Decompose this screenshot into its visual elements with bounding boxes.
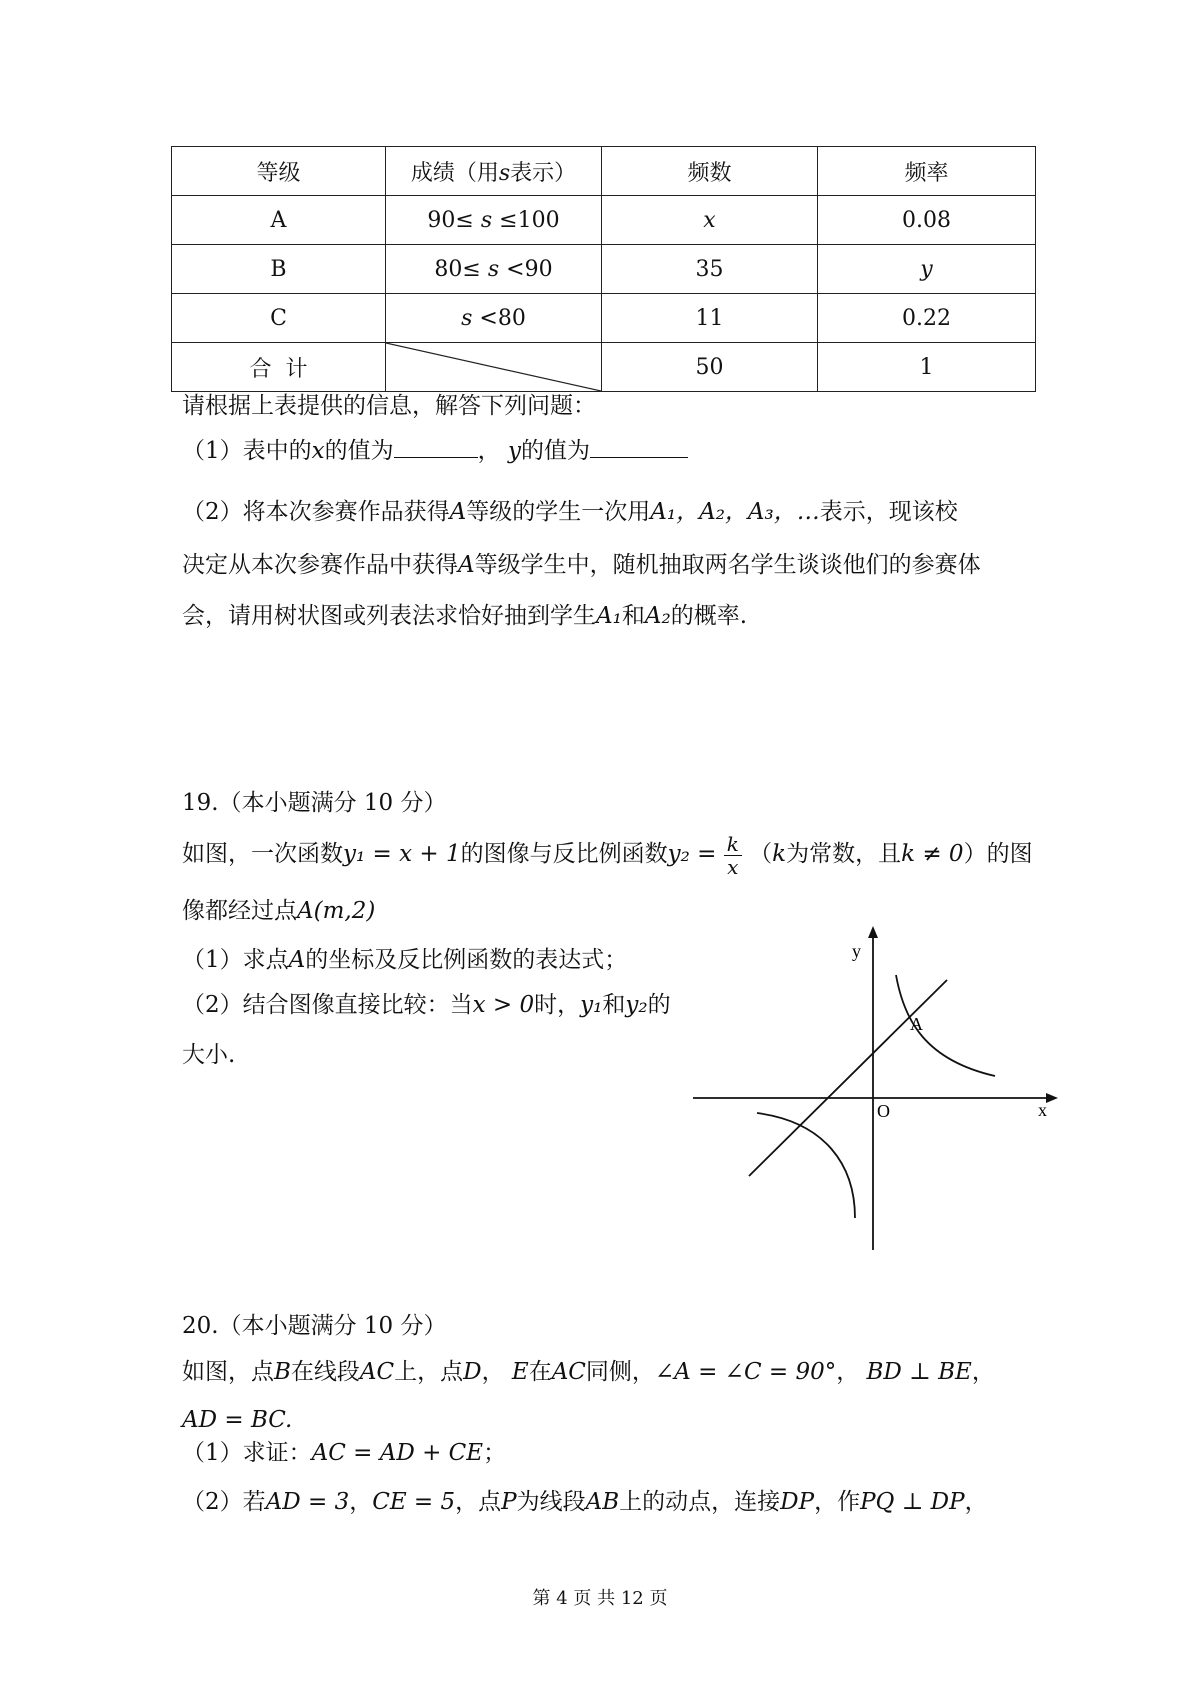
fraction-k-over-x: $\frac{k}{x}$ bbox=[724, 833, 742, 878]
q18-part1: （1）表中的x的值为 ， y的值为 bbox=[182, 433, 688, 467]
table-total-row bbox=[172, 343, 1036, 392]
total-count-cell: 50 bbox=[602, 343, 818, 392]
q20-part2: （2）若AD = 3，CE = 5，点P为线段AB上的动点，连接DP，作PQ ⊥ DP， bbox=[182, 1489, 988, 1515]
function-graph bbox=[690, 925, 1060, 1260]
grade-cell: B bbox=[172, 245, 386, 294]
x-axis-label: x bbox=[1038, 1100, 1047, 1120]
freq-cell: 0.22 bbox=[818, 294, 1036, 343]
point-a-label: A bbox=[910, 1014, 923, 1034]
page-footer: 第 4 页 共 12 页 bbox=[532, 1588, 668, 1609]
table-row bbox=[172, 294, 1036, 343]
diagonal-line bbox=[386, 343, 601, 391]
diagonal-cell bbox=[386, 343, 602, 392]
q18-part2-line2: 决定从本次参赛作品中获得A等级学生中，随机抽取两名学生谈谈他们的参赛体 bbox=[182, 552, 981, 578]
total-freq-cell: 1 bbox=[818, 343, 1036, 392]
range-cell: 90≤ s ≤100 bbox=[386, 196, 602, 245]
q18-part2-line1: （2）将本次参赛作品获得A等级的学生一次用A₁，A₂，A₃，…表示，现该校 bbox=[182, 499, 958, 525]
q20-line2: AD = BC. bbox=[182, 1407, 293, 1433]
hyperbola-branch-q3 bbox=[757, 1113, 855, 1218]
header-cell: 频率 bbox=[818, 147, 1036, 196]
q19-title: 19.（本小题满分 10 分） bbox=[182, 790, 447, 816]
y-axis-arrow bbox=[868, 926, 878, 938]
count-cell: x bbox=[602, 196, 818, 245]
q20-title: 20.（本小题满分 10 分） bbox=[182, 1313, 447, 1339]
q19-part1: （1）求点A的坐标及反比例函数的表达式； bbox=[182, 947, 628, 973]
table-row bbox=[172, 245, 1036, 294]
grade-cell: A bbox=[172, 196, 386, 245]
header-cell: 频数 bbox=[602, 147, 818, 196]
table-header-row bbox=[172, 147, 1036, 196]
q18-intro: 请根据上表提供的信息，解答下列问题： bbox=[182, 393, 596, 419]
grade-cell: C bbox=[172, 294, 386, 343]
q18-part2-line3: 会，请用树状图或列表法求恰好抽到学生A₁和A₂的概率. bbox=[182, 603, 747, 629]
count-cell: 11 bbox=[602, 294, 818, 343]
range-cell: 80≤ s <90 bbox=[386, 245, 602, 294]
header-cell: 成绩（用s表示） bbox=[386, 147, 602, 196]
answer-blank[interactable] bbox=[590, 433, 688, 458]
range-cell: s <80 bbox=[386, 294, 602, 343]
y-axis-label: y bbox=[852, 941, 861, 961]
freq-cell: 0.08 bbox=[818, 196, 1036, 245]
q20-line1: 如图，点B在线段AC上，点D， E在AC同侧，∠A = ∠C = 90°， BD ⊥ BE， bbox=[182, 1359, 995, 1385]
grade-table bbox=[171, 146, 1036, 392]
origin-label: O bbox=[877, 1101, 890, 1121]
table-row bbox=[172, 196, 1036, 245]
total-label-cell: 合 计 bbox=[172, 343, 386, 392]
q19-part2-line2: 大小. bbox=[182, 1042, 236, 1068]
count-cell: 35 bbox=[602, 245, 818, 294]
x-axis-arrow bbox=[1046, 1093, 1058, 1103]
q19-part2: （2）结合图像直接比较：当x > 0时，y₁和y₂的 bbox=[182, 992, 671, 1018]
linear-function-line bbox=[749, 980, 947, 1176]
header-cell: 等级 bbox=[172, 147, 386, 196]
answer-blank[interactable] bbox=[394, 433, 478, 458]
q19-line2: 像都经过点A(m,2) bbox=[182, 898, 376, 924]
q19-line1: 如图，一次函数y₁ = x + 1的图像与反比例函数y₂ = $\frac{k}{x}$ （k为常数，且k ≠ 0）的图 bbox=[182, 831, 1033, 879]
freq-cell: y bbox=[818, 245, 1036, 294]
q20-part1: （1）求证：AC = AD + CE； bbox=[182, 1440, 507, 1466]
